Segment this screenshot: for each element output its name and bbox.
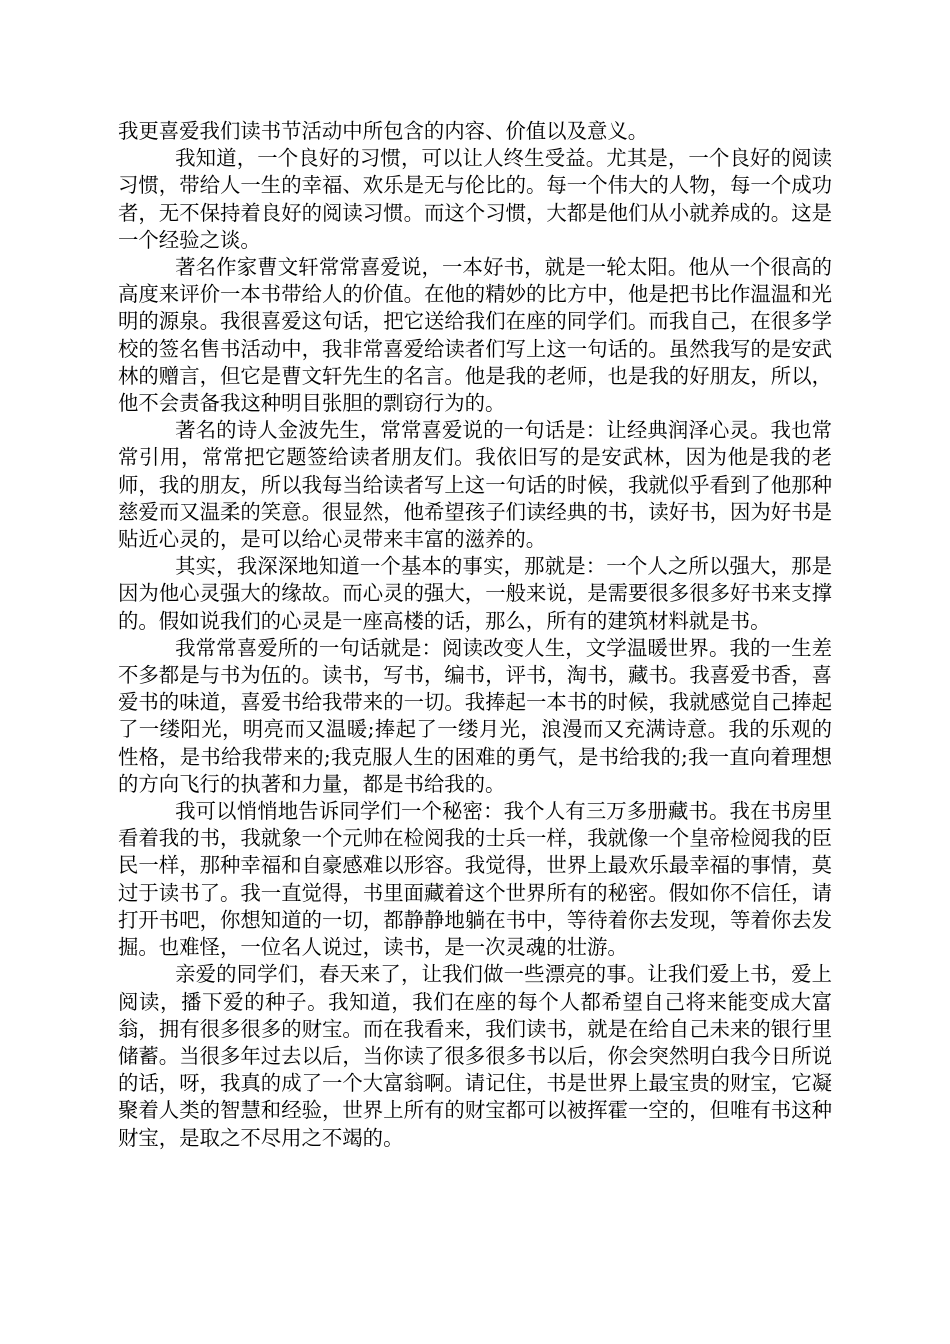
paragraph-cao-wenxuan: 著名作家曹文轩常常喜爱说，一本好书，就是一轮太阳。他从一个很高的高度来评价一本书带给人的价值。在他的精妙的比方中，他是把书比作温温和光明的源泉。我很喜爱这句话，把它送给我们在座的同学们。而我自己，在很多学校的签名售书活动中，我非常喜爱给读者们写上这一句话的。虽然我写的是安武林的赠言，但它是曹文轩先生的名言。他是我的老师，也是我的好朋友，所以，他不会责备我这种明目张胆的剽窃行为的。 xyxy=(118,255,832,416)
paragraph-reading-changes-life: 我常常喜爱所的一句话就是：阅读改变人生，文学温暖世界。我的一生差不多都是与书为伍的。读书，写书，编书，评书，淘书，藏书。我喜爱书香，喜爱书的味道，喜爱书给我带来的一切。我捧起一本书的时候，我就感觉自己捧起了一缕阳光，明亮而又温暖;捧起了一缕月光，浪漫而又充满诗意。我的乐观的性格，是书给我带来的;我克服人生的困难的勇气，是书给我的;我一直向着理想的方向飞行的执著和力量，都是书给我的。 xyxy=(118,635,832,796)
paragraph-strong-heart: 其实，我深深地知道一个基本的事实，那就是：一个人之所以强大，那是因为他心灵强大的缘故。而心灵的强大，一般来说，是需要很多很多好书来支撑的。假如说我们的心灵是一座高楼的话，那么，所有的建筑材料就是书。 xyxy=(118,554,832,633)
paragraph-spring: 亲爱的同学们，春天来了，让我们做一些漂亮的事。让我们爱上书，爱上阅读，播下爱的种子。我知道，我们在座的每个人都希望自己将来能变成大富翁，拥有很多很多的财宝。而在我看来，我们读书，就是在给自己未来的银行里储蓄。当很多年过去以后，当你读了很多很多书以后，你会突然明白我今日所说的话，呀，我真的成了一个大富翁啊。请记住，书是世界上最宝贵的财宝，它凝聚着人类的智慧和经验，世界上所有的财宝都可以被挥霍一空的，但唯有书这种财宝，是取之不尽用之不竭的。 xyxy=(118,962,832,1150)
document-page xyxy=(118,118,832,1152)
paragraph-secret: 我可以悄悄地告诉同学们一个秘密：我个人有三万多册藏书。我在书房里看着我的书，我就象一个元帅在检阅我的士兵一样，我就像一个皇帝检阅我的臣民一样，那种幸福和自豪感难以形容。我觉得，世界上最欢乐最幸福的事情，莫过于读书了。我一直觉得，书里面藏着这个世界所有的秘密。假如你不信任，请打开书吧，你想知道的一切，都静静地躺在书中，等待着你去发现，等着你去发掘。也难怪，一位名人说过，读书，是一次灵魂的壮游。 xyxy=(118,799,832,960)
paragraph-reading-habit: 我知道，一个良好的习惯，可以让人终生受益。尤其是，一个良好的阅读习惯，带给人一生的幸福、欢乐是无与伦比的。每一个伟大的人物，每一个成功者，无不保持着良好的阅读习惯。而这个习惯，大都是他们从小就养成的。这是一个经验之谈。 xyxy=(118,146,832,252)
paragraph-jin-bo: 著名的诗人金波先生，常常喜爱说的一句话是：让经典润泽心灵。我也常常引用，常常把它题签给读者朋友们。我依旧写的是安武林，因为他是我的老师，我的朋友，所以我每当给读者写上这一句话的时候，我就似乎看到了他那种慈爱而又温柔的笑意。很显然，他希望孩子们读经典的书，读好书，因为好书是贴近心灵的，是可以给心灵带来丰富的滋养的。 xyxy=(118,418,832,552)
paragraph-continuation: 我更喜爱我们读书节活动中所包含的内容、价值以及意义。 xyxy=(118,119,649,143)
